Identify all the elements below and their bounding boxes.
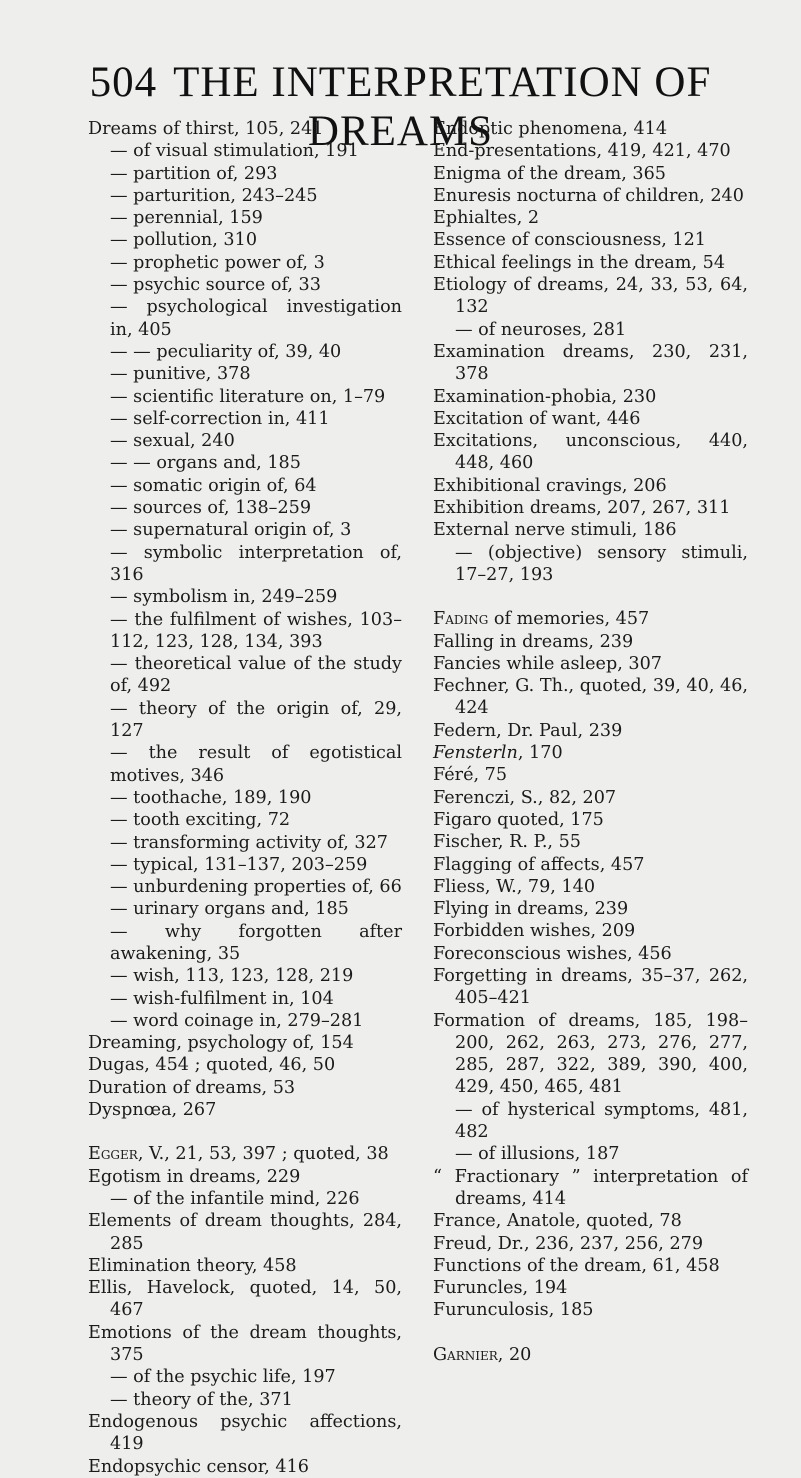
index-subentry: — of the psychic life, 197: [110, 1367, 336, 1388]
index-entry: Figaro quoted, 175: [433, 809, 604, 830]
index-subentry: — perennial, 159: [110, 208, 263, 229]
index-subentry: — theory of the, 371: [110, 1389, 293, 1410]
index-entry: Forgetting in dreams, 35–37, 262, 405–421: [433, 965, 748, 1009]
index-entry: Flying in dreams, 239: [433, 899, 629, 920]
index-entry: Dreaming, psychology of, 154: [88, 1033, 354, 1054]
index-subentry: — typical, 131–137, 203–259: [110, 854, 368, 875]
index-subentry: — punitive, 378: [110, 364, 251, 385]
index-subentry: — transforming activity of, 327: [110, 832, 388, 853]
index-subentry: — symbolism in, 249–259: [110, 587, 338, 608]
index-subentry: — of neuroses, 281: [455, 319, 627, 340]
index-entry: Freud, Dr., 236, 237, 256, 279: [433, 1233, 704, 1254]
index-letter-gap: [433, 586, 748, 608]
index-entry: Ethical feelings in the dream, 54: [433, 252, 726, 273]
index-letter-gap: [88, 1121, 402, 1143]
index-entry: Enuresis nocturna of children, 240: [433, 185, 744, 206]
index-subentry: — the fulfilment of wishes, 103–112, 123, 128, 134, 393: [110, 609, 402, 652]
index-subentry: — why forgotten after awakening, 35: [110, 921, 402, 964]
index-entry: Furuncles, 194: [433, 1278, 568, 1299]
index-subentry: — — peculiarity of, 39, 40: [110, 341, 342, 362]
index-entry: Garnier, 20: [433, 1344, 532, 1365]
index-subentry: — pollution, 310: [110, 230, 258, 251]
index-subentry: — of visual stimulation, 191: [110, 141, 359, 162]
index-entry: Fading of memories, 457: [433, 609, 650, 630]
index-entry: Fliess, W., 79, 140: [433, 876, 596, 897]
index-entry: Etiology of dreams, 24, 33, 53, 64, 132: [433, 275, 748, 318]
index-entry: Ephialtes, 2: [433, 208, 540, 229]
index-subentry: — somatic origin of, 64: [110, 475, 317, 496]
index-subentry: — self-correction in, 411: [110, 408, 330, 429]
index-entry: Examination-phobia, 230: [433, 386, 657, 407]
index-subentry: — supernatural origin of, 3: [110, 520, 352, 541]
index-subentry: — psychic source of, 33: [110, 275, 321, 296]
index-entry: Egotism in dreams, 229: [88, 1166, 301, 1187]
index-entry: Endopsychic censor, 416: [88, 1456, 309, 1477]
index-subentry: — unburdening properties of, 66: [110, 877, 402, 898]
index-entry: Fischer, R. P., 55: [433, 832, 581, 853]
index-subentry: — wish, 113, 123, 128, 219: [110, 966, 354, 987]
index-subentry: — scientific literature on, 1–79: [110, 386, 386, 407]
index-entry: Enigma of the dream, 365: [433, 163, 666, 184]
index-letter-gap: [433, 1322, 748, 1344]
index-subentry: — (objective) sensory stimuli, 17–27, 193: [455, 542, 748, 585]
index-subentry: — sources of, 138–259: [110, 498, 312, 519]
index-entry: End-presentations, 419, 421, 470: [433, 141, 731, 162]
index-entry: Duration of dreams, 53: [88, 1077, 296, 1098]
index-entry: Excitations, unconscious, 440, 448, 460: [433, 431, 748, 474]
index-entry: Endogenous psychic affections, 419: [88, 1411, 402, 1455]
index-entry: Endoptic phenomena, 414: [433, 119, 668, 139]
index-entry: Foreconscious wishes, 456: [433, 943, 672, 964]
index-entry: Fancies while asleep, 307: [433, 653, 662, 674]
index-column-right: [433, 118, 748, 1366]
index-entry: Essence of consciousness, 121: [433, 230, 707, 251]
index-entry: Dugas, 454 ; quoted, 46, 50: [88, 1055, 336, 1076]
index-entry: Falling in dreams, 239: [433, 631, 634, 652]
index-subentry: — theoretical value of the study of, 492: [110, 654, 402, 697]
index-subentry: — — organs and, 185: [110, 453, 301, 474]
index-subentry: — of the infantile mind, 226: [110, 1188, 360, 1209]
index-subentry: — tooth exciting, 72: [110, 810, 291, 831]
index-entry: Emotions of the dream thoughts, 375: [88, 1322, 402, 1366]
index-entry: Dyspnœa, 267: [88, 1100, 217, 1121]
index-subentry: — of illusions, 187: [455, 1144, 620, 1165]
index-entry: Furunculosis, 185: [433, 1300, 594, 1321]
index-entry: Excitation of want, 446: [433, 408, 641, 429]
index-entry: Elimination theory, 458: [88, 1255, 297, 1276]
index-entry: Fechner, G. Th., quoted, 39, 40, 46, 424: [433, 676, 748, 719]
index-subentry: — of hysterical symptoms, 481, 482: [455, 1099, 748, 1143]
index-entry: Federn, Dr. Paul, 239: [433, 720, 623, 741]
index-entry: External nerve stimuli, 186: [433, 520, 677, 541]
index-entry: “ Fractionary ” interpretation of dreams, 414: [433, 1166, 748, 1209]
index-entry: Flagging of affects, 457: [433, 854, 645, 875]
index-subentry: — urinary organs and, 185: [110, 899, 349, 920]
index-entry: Examination dreams, 230, 231, 378: [433, 341, 748, 385]
running-title: THE INTERPRETATION OF DREAMS: [173, 59, 712, 155]
index-entry: France, Anatole, quoted, 78: [433, 1211, 682, 1232]
index-entry: Ferenczi, S., 82, 207: [433, 787, 617, 808]
index-subentry: — parturition, 243–245: [110, 185, 318, 206]
index-entry: Dreams of thirst, 105, 241: [88, 119, 324, 139]
index-entry: Formation of dreams, 185, 198–200, 262, 263, 273, 276, 277, 285, 287, 322, 389, 390, 400, 429, 450, 465, 481: [433, 1010, 748, 1098]
index-subentry: — symbolic interpretation of, 316: [110, 542, 402, 585]
index-entry: Exhibition dreams, 207, 267, 311: [433, 498, 731, 519]
page-number: 504: [89, 59, 158, 106]
index-entry: Elements of dream thoughts, 284, 285: [88, 1211, 402, 1254]
index-subentry: — the result of egotistical motives, 346: [110, 743, 402, 786]
index-entry: Forbidden wishes, 209: [433, 921, 636, 942]
index-subentry: — toothache, 189, 190: [110, 787, 312, 808]
index-entry: Exhibitional cravings, 206: [433, 475, 667, 496]
index-subentry: — word coinage in, 279–281: [110, 1010, 364, 1031]
index-subentry: — wish-fulfilment in, 104: [110, 988, 334, 1009]
index-subentry: — prophetic power of, 3: [110, 252, 325, 273]
index-entry: Féré, 75: [433, 765, 508, 786]
index-entry: Egger, V., 21, 53, 397 ; quoted, 38: [88, 1144, 389, 1165]
index-subentry: — partition of, 293: [110, 163, 278, 184]
index-entry: Fensterln, 170: [433, 743, 563, 764]
index-entry: Functions of the dream, 61, 458: [433, 1255, 720, 1276]
index-subentry: — theory of the origin of, 29, 127: [110, 698, 402, 742]
index-subentry: — sexual, 240: [110, 431, 235, 452]
index-entry: Ellis, Havelock, quoted, 14, 50, 467: [88, 1278, 402, 1321]
index-column-left: [88, 118, 402, 1478]
index-subentry: — psychological investigation in, 405: [110, 297, 402, 340]
